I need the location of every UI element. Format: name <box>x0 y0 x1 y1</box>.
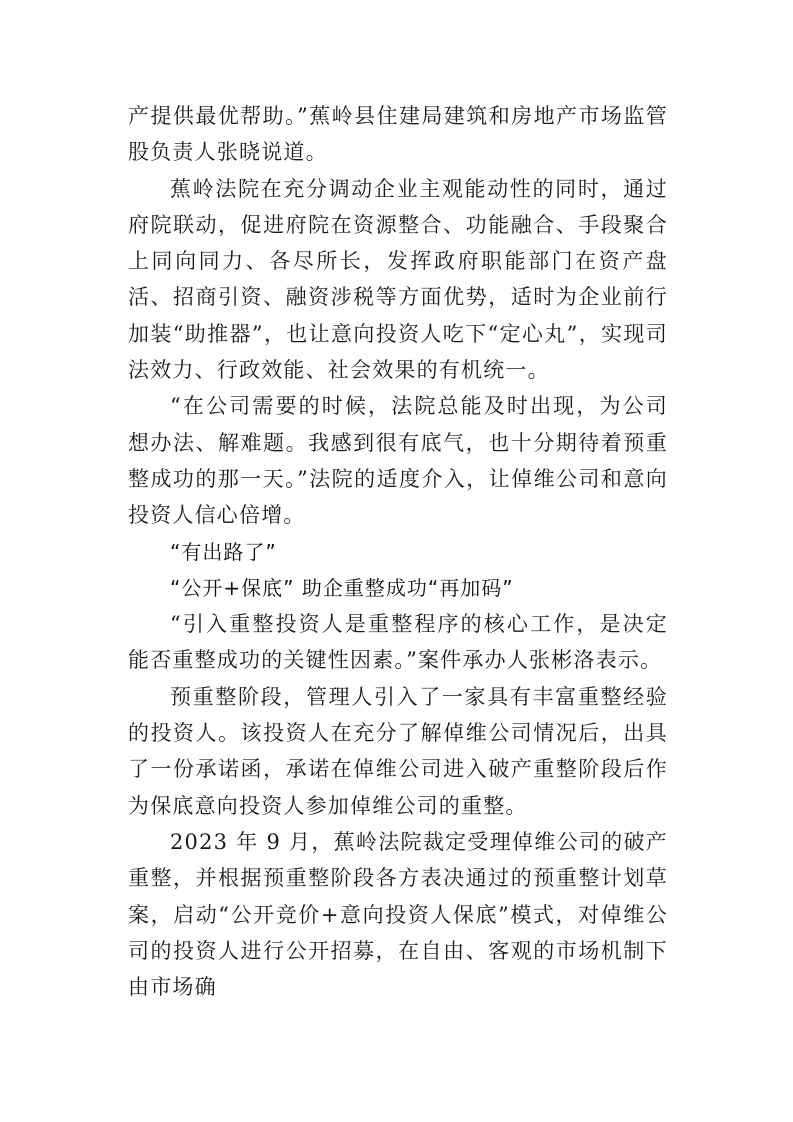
section-heading-line-1: “有出路了” <box>170 539 277 564</box>
paragraph-company-quote: “在公司需要的时候，法院总能及时出现，为公司想办法、解难题。我感到很有底气，也十分期待着预重整成功的那一天。”法院的适度介入，让倬维公司和意向投资人信心倍增。 <box>128 394 668 528</box>
section-heading-line-2: “公开+保底” 助企重整成功“再加码” <box>170 575 514 600</box>
paragraph-pre-reorganization: 预重整阶段，管理人引入了一家具有丰富重整经验的投资人。该投资人在充分了解倬维公司情况后，出具了一份承诺函，承诺在倬维公司进入破产重整阶段后作为保底意向投资人参加倬维公司的重整。 <box>128 684 668 818</box>
paragraph-judge-quote: “引入重整投资人是重整程序的核心工作，是决定能否重整成功的关键性因素。”案件承办人张彬洛表示。 <box>128 612 668 673</box>
paragraph-bankruptcy-acceptance: 2023 年 9 月，蕉岭法院裁定受理倬维公司的破产重整，并根据预重整阶段各方表决通过的预重整计划草案，启动“公开竞价+意向投资人保底”模式，对倬维公司的投资人进行公开招募，在自由、客观的市场机制下由市场确 <box>128 829 668 1000</box>
document-body <box>128 98 668 1005</box>
paragraph-continued: 产提供最优帮助。”蕉岭县住建局建筑和房地产市场监管股负责人张晓说道。 <box>128 104 668 165</box>
paragraph-court-coordination: 蕉岭法院在充分调动企业主观能动性的同时，通过府院联动，促进府院在资源整合、功能融合、手段聚合上同向同力、各尽所长，发挥政府职能部门在资产盘活、招商引资、融资涉税等方面优势，适时为企业前行加装“助推器”，也让意向投资人吃下“定心丸”，实现司法效力、行政效能、社会效果的有机统一。 <box>128 176 668 383</box>
